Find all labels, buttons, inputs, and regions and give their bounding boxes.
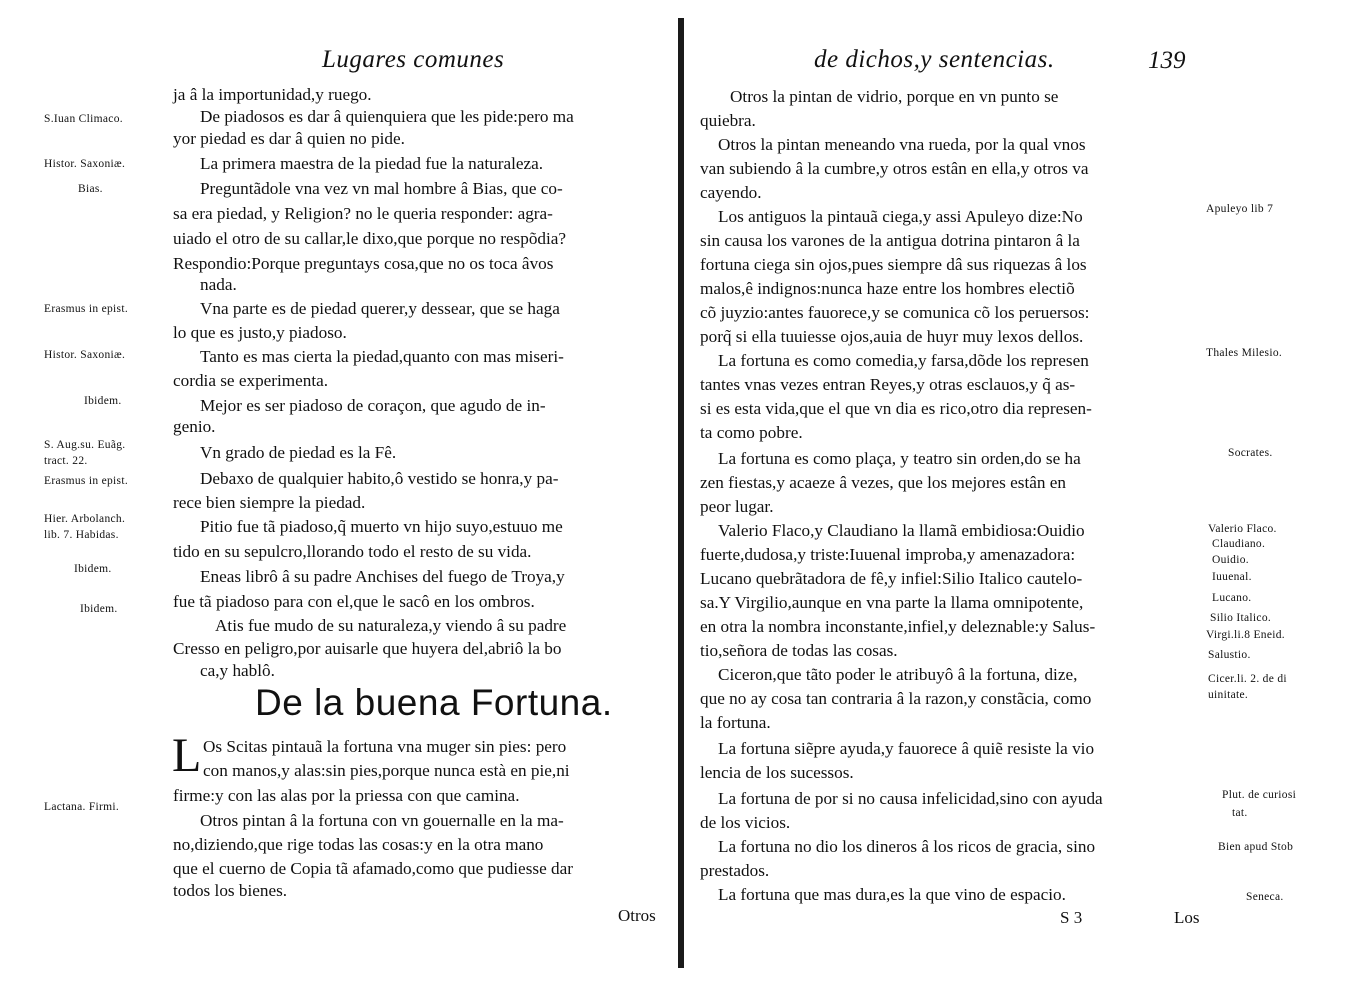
text-line: La fortuna siẽpre ayuda,y fauorece â quiẽ resiste la vio: [718, 739, 1095, 758]
text-line: en otra la nombra inconstante,infiel,y deleznable:y Salus-: [700, 617, 1096, 636]
margin-note: Histor. Saxoniæ.: [44, 349, 126, 361]
margin-note: tat.: [1232, 807, 1248, 819]
drop-cap: L: [172, 729, 202, 782]
text-line: tantes vnas vezes entran Reyes,y otras esclauos,y q̃ as-: [700, 375, 1076, 394]
text-line: Os Scitas pintauã la fortuna vna muger sin pies: pero: [203, 737, 567, 756]
text-line: la fortuna.: [700, 713, 771, 732]
text-line: tido en su sepulcro,llorando todo el resto de su vida.: [173, 542, 532, 561]
text-line: Otros la pintan meneando vna rueda, por la qual vnos: [718, 135, 1086, 154]
text-line: firme:y con las alas por la priessa con que camina.: [173, 786, 520, 805]
text-line: fortuna ciega sin ojos,pues siempre dâ sus riquezas â los: [700, 255, 1087, 274]
margin-note: Thales Milesio.: [1206, 347, 1283, 359]
text-line: quiebra.: [700, 111, 756, 130]
text-line: La primera maestra de la piedad fue la naturaleza.: [200, 154, 544, 173]
text-line: La fortuna que mas dura,es la que vino de espacio.: [718, 885, 1066, 904]
text-line: La fortuna de por si no causa infelicidad,sino con ayuda: [718, 789, 1103, 808]
margin-note: Lucano.: [1212, 592, 1252, 604]
text-line: sa.Y Virgilio,aunque en vna parte la llama omnipotente,: [700, 593, 1084, 612]
margin-note: Lactana. Firmi.: [44, 801, 120, 813]
text-line: fuerte,dudosa,y triste:Iuuenal improba,y amenazadora:: [700, 545, 1076, 564]
text-line: nada.: [200, 275, 237, 294]
page-gutter: [678, 18, 684, 968]
text-line: Lucano quebrãtadora de fê,y infiel:Silio Italico cautelo-: [700, 569, 1083, 588]
margin-note: Ibidem.: [84, 395, 122, 407]
margin-note: Plut. de curiosi: [1222, 789, 1297, 801]
text-line: de los vicios.: [700, 813, 791, 832]
text-line: ca,y hablô.: [200, 661, 275, 680]
margin-note: S.Iuan Climaco.: [44, 113, 123, 125]
text-line: zen fiestas,y acaeze â vezes, que los mejores estân en: [700, 473, 1067, 492]
margin-note: Histor. Saxoniæ.: [44, 158, 126, 170]
margin-note: Socrates.: [1228, 447, 1273, 459]
signature-mark: S 3: [1060, 908, 1083, 927]
text-line: La fortuna es como comedia,y farsa,dõde los represen: [718, 351, 1089, 370]
catchword: Otros: [618, 906, 656, 925]
text-line: La fortuna es como plaça, y teatro sin orden,do se ha: [718, 449, 1081, 468]
text-line: que el cuerno de Copia tã afamado,como que pudiesse dar: [173, 859, 573, 878]
margin-note: Apuleyo lib 7: [1206, 203, 1274, 215]
text-line: sin causa los varones de la antigua dotrina pintaron â la: [700, 231, 1080, 250]
text-line: malos,ê indignos:nunca haze entre los hombres electiõ: [700, 279, 1075, 298]
margin-note: Bien apud Stob: [1218, 841, 1294, 853]
text-line: van subiendo â la cumbre,y otros estân en ella,y otros va: [700, 159, 1089, 178]
margin-note: Ibidem.: [74, 563, 112, 575]
right-running-head: de dichos,y sentencias.: [814, 46, 1055, 73]
text-line: Valerio Flaco,y Claudiano la llamã embidiosa:Ouidio: [718, 521, 1085, 540]
margin-note: Salustio.: [1208, 649, 1251, 661]
text-line: genio.: [173, 417, 216, 436]
left-running-head: Lugares comunes: [322, 46, 505, 73]
right-page: [688, 0, 1365, 1000]
text-line: Cresso en peligro,por auisarle que huyera del,abriô la bo: [173, 639, 562, 658]
text-line: Preguntãdole vna vez vn mal hombre â Bias, que co-: [200, 179, 563, 198]
margin-note: Claudiano.: [1212, 538, 1266, 550]
text-line: Pitio fue tã piadoso,q̃ muerto vn hijo suyo,estuuo me: [200, 517, 563, 536]
text-line: todos los bienes.: [173, 881, 288, 900]
text-line: Mejor es ser piadoso de coraçon, que agudo de in-: [200, 396, 546, 415]
text-line: Eneas librô â su padre Anchises del fuego de Troya,y: [200, 567, 565, 586]
margin-note: Ouidio.: [1212, 554, 1249, 566]
margin-note: Cicer.li. 2. de di: [1208, 673, 1287, 685]
margin-note: uinitate.: [1208, 689, 1249, 701]
margin-note: Erasmus in epist.: [44, 475, 128, 487]
text-line: peor lugar.: [700, 497, 774, 516]
margin-note: Valerio Flaco.: [1208, 523, 1277, 535]
text-line: De piadosos es dar â quienquiera que les pide:pero ma: [200, 107, 574, 126]
folio-number: 139: [1148, 47, 1186, 74]
text-line: ta como pobre.: [700, 423, 803, 442]
text-line: sa era piedad, y Religion? no le queria responder: agra-: [173, 204, 553, 223]
text-line: Otros la pintan de vidrio, porque en vn punto se: [730, 87, 1059, 106]
margin-note: Iuuenal.: [1212, 571, 1252, 583]
text-line: lencia de los sucessos.: [700, 763, 854, 782]
margin-note: Virgi.li.8 Eneid.: [1206, 629, 1285, 641]
text-line: fue tã piadoso para con el,que le sacô en los ombros.: [173, 592, 535, 611]
text-line: si es esta vida,que el que vn dia es rico,otro dia represen-: [700, 399, 1092, 418]
margin-note: Bias.: [78, 183, 103, 195]
text-line: Otros pintan â la fortuna con vn gouernalle en la ma-: [200, 811, 564, 830]
text-line: cordia se experimenta.: [173, 371, 329, 390]
text-line: Vna parte es de piedad querer,y dessear, que se haga: [200, 299, 560, 318]
text-line: Atis fue mudo de su naturaleza,y viendo â su padre: [215, 616, 567, 635]
text-line: Los antiguos la pintauã ciega,y assi Apuleyo dize:No: [718, 207, 1083, 226]
text-line: prestados.: [700, 861, 770, 880]
text-line: con manos,y alas:sin pies,porque nunca està en pie,ni: [203, 761, 570, 780]
margin-note: Silio Italico.: [1210, 612, 1272, 624]
margin-note: S. Aug.su. Euãg.: [44, 439, 126, 451]
text-line: lo que es justo,y piadoso.: [173, 323, 347, 342]
margin-note: Seneca.: [1246, 891, 1284, 903]
text-line: Respondio:Porque preguntays cosa,que no os toca âvos: [173, 254, 554, 273]
text-line: rece bien siempre la piedad.: [173, 493, 366, 512]
text-line: Vn grado de piedad es la Fê.: [200, 443, 397, 462]
text-line: uiado el otro de su callar,le dixo,que porque no respõdia?: [173, 229, 567, 248]
margin-note: tract. 22.: [44, 455, 88, 467]
text-line: La fortuna no dio los dineros â los ricos de gracia, sino: [718, 837, 1096, 856]
left-page: [0, 0, 678, 1000]
text-line: ja â la importunidad,y ruego.: [173, 85, 372, 104]
margin-note: lib. 7. Habidas.: [44, 529, 119, 541]
text-line: cõ juyzio:antes fauorece,y se comunica cõ los peruersos:: [700, 303, 1090, 322]
margin-note: Ibidem.: [80, 603, 118, 615]
text-line: Debaxo de qualquier habito,ô vestido se honra,y pa-: [200, 469, 559, 488]
text-line: que no ay cosa tan contraria â la razon,y constãcia, como: [700, 689, 1092, 708]
text-line: porq̃ si ella tuuiesse ojos,auia de huyr muy lexos dellos.: [700, 327, 1084, 346]
margin-note: Hier. Arbolanch.: [44, 513, 126, 525]
text-line: cayendo.: [700, 183, 762, 202]
text-line: yor piedad es dar â quien no pide.: [173, 129, 405, 148]
text-line: Tanto es mas cierta la piedad,quanto con mas miseri-: [200, 347, 564, 366]
text-line: no,diziendo,que rige todas las cosas:y en la otra mano: [173, 835, 544, 854]
catchword: Los: [1174, 908, 1200, 927]
text-line: Ciceron,que tãto poder le atribuyô â la fortuna, dize,: [718, 665, 1078, 684]
text-line: tio,señora de todas las cosas.: [700, 641, 898, 660]
margin-note: Erasmus in epist.: [44, 303, 128, 315]
section-heading: De la buena Fortuna.: [255, 682, 613, 723]
